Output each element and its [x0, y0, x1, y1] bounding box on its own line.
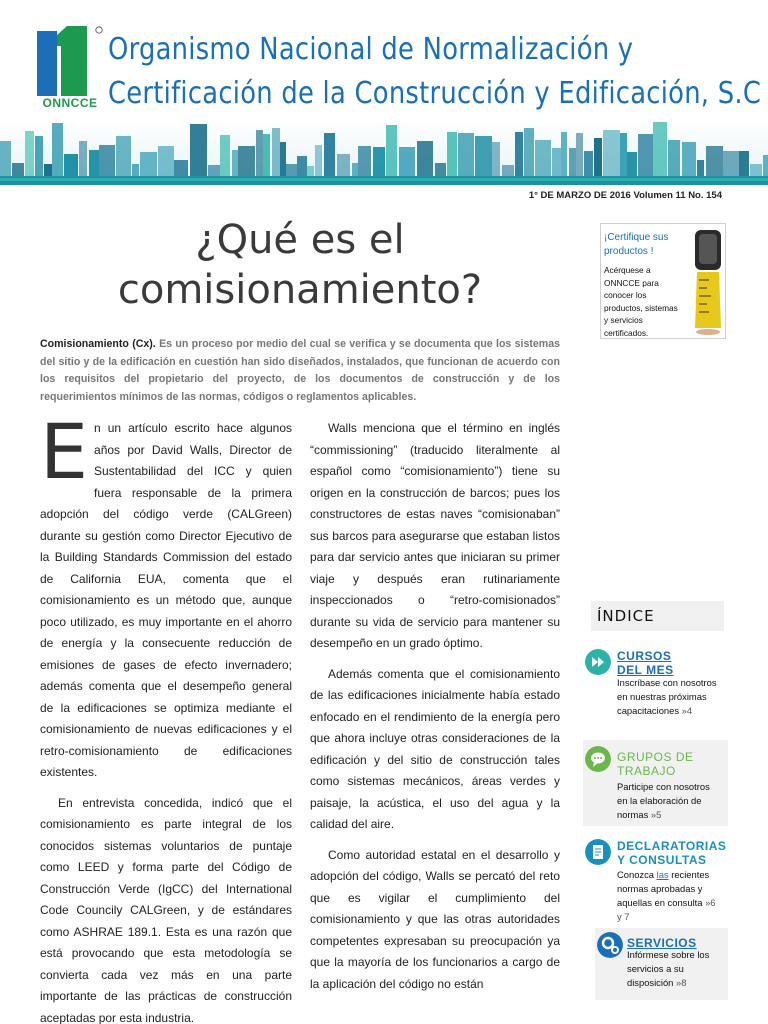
paragraph-5: Como autoridad estatal en el desarrollo y adopción del código, Walls se percató del reto que es vigilar el cumplimiento del comisionamiento y que las otras autoridades competentes expresaban su preocupación ya que la mayoría de los funcionarios a cargo de la aplicación del código no están [310, 847, 560, 991]
index-title-cursos[interactable]: CURSOS DEL MES [617, 649, 674, 677]
index-desc-grupos: Participe con nosotros en la elaboración de normas »5 [617, 781, 710, 820]
document-icon [585, 839, 611, 865]
paragraph-2: En entrevista concedida, indicó que el comisionamiento es parte integral de los conocidos sistemas voluntarios de puntaje como LEED y forma parte del Código de Construcción Verde (IgCC) del International Code Councily CALGreen, y de estándares como ASHRAE 189.1. Esta es una razón que está provocando que esta metodología se convierta cada vez más en una parte importante de las prácticas de construcción aceptadas por esta industria. [40, 795, 292, 1024]
header [0, 0, 768, 185]
title-line-1: ¿Qué es el [195, 217, 405, 263]
org-line-1: Organismo Nacional de Normalización y [108, 32, 634, 67]
paragraph-4: Además comenta que el comisionamiento de las edificaciones inicialmente había estado enfocado en el rendimiento de la energía pero que ahora incluye otras consideraciones de la edificación y del sitio de construcción tales como sistemas mecánicos, áreas verdes y paisaje, la acústica, el uso del agua y la calidad del aire. [310, 666, 560, 831]
logo-text: ONNCCE [42, 96, 98, 110]
chat-bubble-icon [585, 746, 611, 772]
paragraph-1-text: n un artículo escrito hace algunos años por David Walls, Director de Sustentabilidad del ICC y quien fuera responsable de la primera adopción del código verde (CALGreen) durante su gestión como Director Ejecutivo de la Building Standards Commission del estado de California EUA, comenta que el comisionamiento es un método que, aunque poco utilizado, es muy importante en el ahorro de energía y la consecuente reducción de emisiones de gases de efecto invernadero; además comenta que el desempeño general de la edificaciones se optimiza mediante el comisionamiento de nuevas edificaciones y el retro-comisionamiento de edificaciones existentes. [40, 421, 292, 779]
index-item-grupos[interactable] [583, 742, 728, 822]
article-column-2 [310, 418, 560, 1004]
city-skyline-banner [0, 118, 768, 185]
paragraph-3: Walls menciona que el término en inglés “commissioning” (traducido literalmente al español como “comisionamiento”) tiene su origen en la construcción de barcos; pues los constructores de estas naves “comisionaban” sus barcos para asegurarse que estaban listos para dar servicio antes que iniciaran su primer viaje y después eran rutinariamente inspeccionados o “retro-comisionados” durante su vida de servicio para mantener su desempeño en un grado óptimo. [310, 421, 560, 650]
org-line-2: Certificación de la Construcción y Edificación, S.C [108, 76, 762, 111]
gears-icon [597, 932, 623, 958]
ad-body: Acérquese a ONNCCE para conocer los productos, sistemas y servicios certificados. [604, 265, 678, 338]
article-column-1 [40, 407, 292, 1024]
ad-title: ¡Certifique sus productos ! [604, 232, 669, 257]
index-desc-declaratorias: Conozca las recientes normas aprobadas y aquellas en consulta »6 y 7 [617, 869, 716, 922]
title-line-2: comisionamiento? [117, 267, 483, 313]
organization-name [108, 28, 761, 116]
index-item-declaratorias[interactable] [583, 835, 728, 925]
index-title-declaratorias[interactable]: DECLARATORIAS Y CONSULTAS [617, 839, 727, 867]
article-title [40, 215, 560, 315]
lead-text: Es un proceso por medio del cual se verifica y se documenta que los sistemas del sitio y de la edificación en cuestión han sido diseñados, instalados, que funcionan de acuerdo con los requisitos del propietario del proyecto, de los documentos de construcción y de los requerimientos mínimos de las normas, códigos o reglamentos aplicables. [40, 338, 560, 403]
article-lead [40, 336, 560, 406]
index-item-cursos[interactable] [583, 645, 728, 725]
tape-measure-icon [691, 228, 725, 336]
drop-cap: E [40, 407, 89, 496]
las-link[interactable]: las [656, 869, 669, 880]
lead-term: Comisionamiento (Cx). [40, 338, 156, 350]
certification-ad[interactable] [600, 223, 726, 339]
index-desc-cursos: Inscríbase con nosotros en nuestras próximas capacitaciones »4 [617, 677, 717, 716]
paragraph-1 [40, 407, 292, 784]
index-item-servicios[interactable] [583, 930, 728, 1000]
index-title-grupos[interactable]: GRUPOS DE TRABAJO [617, 750, 694, 778]
fast-forward-icon [585, 649, 611, 675]
index-title-servicios[interactable]: SERVICIOS [627, 936, 697, 950]
index-heading: ÍNDICE [591, 601, 724, 631]
issue-date-volume: 1° DE MARZO DE 2016 Volumen 11 No. 154 [528, 190, 722, 201]
index-desc-servicios: Infórmese sobre los servicios a su disposición »8 [627, 949, 710, 988]
